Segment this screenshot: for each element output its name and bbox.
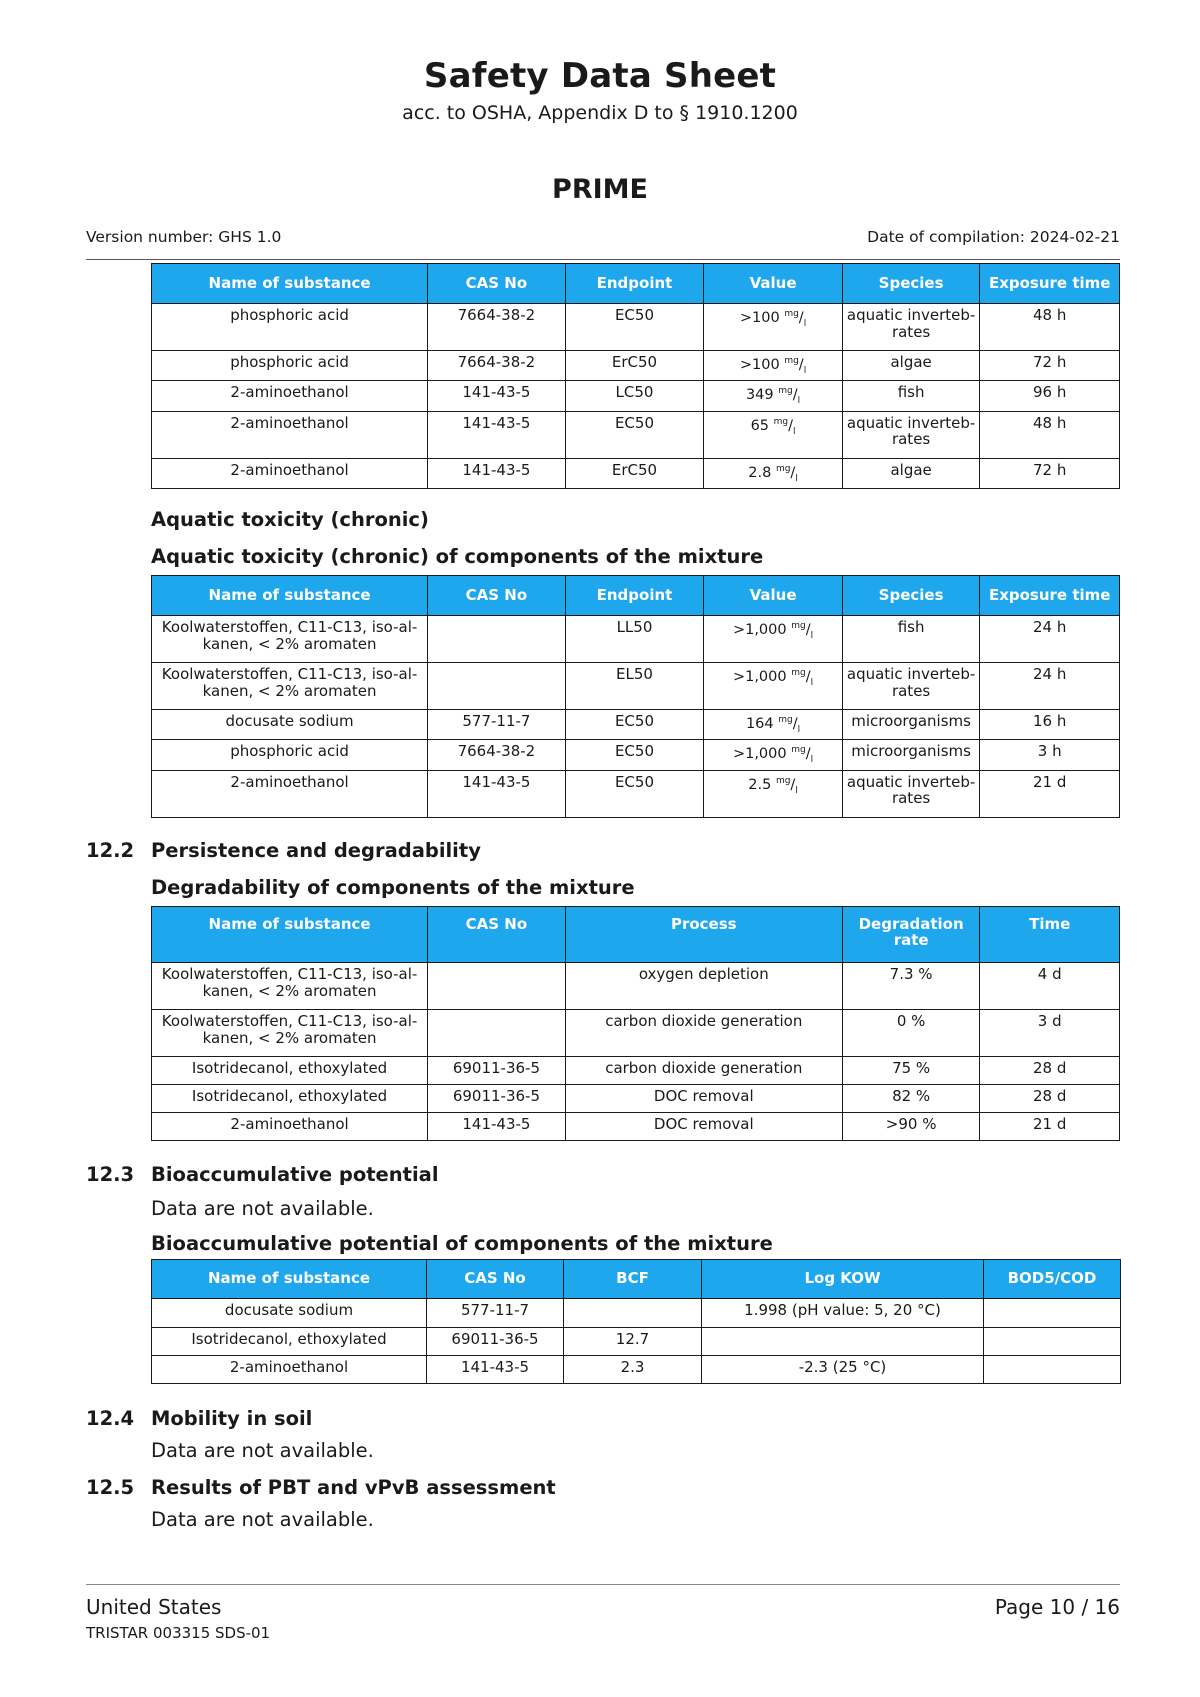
endpoint: EC50 (565, 740, 704, 770)
table-row (152, 616, 1120, 663)
species: aquatic inverteb- rates (842, 411, 980, 458)
version-number: Version number: GHS 1.0 (86, 228, 282, 246)
substance-name: Koolwaterstoffen, C11-C13, iso-al- kanen, < 2% aromaten (152, 616, 428, 663)
chronic-toxicity-table (151, 575, 1120, 818)
value: 2.8 (748, 464, 772, 481)
value-cell: 2.8 $^{mg}/_l$ (704, 458, 843, 488)
table-row (152, 710, 1120, 740)
process: carbon dioxide generation (565, 1057, 842, 1085)
column-header: CAS No (428, 907, 566, 963)
degradation-rate: 82 % (842, 1085, 980, 1113)
bcf: 2.3 (564, 1356, 702, 1384)
footer-country: United States (86, 1595, 222, 1619)
table-row (152, 1057, 1120, 1085)
time: 4 d (980, 963, 1120, 1010)
value-cell: >1,000 $^{mg}/_l$ (704, 740, 843, 770)
species: algae (842, 458, 980, 488)
bod5-cod (984, 1299, 1121, 1328)
cas-number (428, 616, 566, 663)
column-header: Value (704, 264, 843, 304)
exposure-time: 96 h (980, 381, 1120, 411)
value: >100 (739, 357, 780, 373)
cas-number: 577-11-7 (428, 710, 566, 740)
document-meta (86, 226, 1120, 260)
document-subtitle: acc. to OSHA, Appendix D to § 1910.1200 (402, 102, 798, 124)
substance-name: docusate sodium (152, 1299, 427, 1328)
time: 3 d (980, 1010, 1120, 1057)
log-kow (702, 1328, 984, 1356)
table-row (152, 411, 1120, 458)
column-header: BOD5/COD (984, 1260, 1121, 1299)
endpoint: EC50 (565, 710, 704, 740)
table-row (152, 963, 1120, 1010)
degradability-heading: Degradability of components of the mixture (151, 876, 635, 899)
bod5-cod (984, 1356, 1121, 1384)
endpoint: EC50 (565, 304, 704, 351)
bcf: 12.7 (564, 1328, 702, 1356)
log-kow: -2.3 (25 °C) (702, 1356, 984, 1384)
value: >100 (739, 310, 780, 326)
process: oxygen depletion (565, 963, 842, 1010)
substance-name: Koolwaterstoffen, C11-C13, iso-al- kanen, < 2% aromaten (152, 663, 428, 710)
mobility-heading: Mobility in soil (151, 1407, 313, 1430)
cas-number: 141-43-5 (428, 1113, 566, 1141)
table-row (152, 1356, 1121, 1384)
bioaccumulative-components-heading: Bioaccumulative potential of components of the mixture (151, 1232, 773, 1255)
cas-number: 69011-36-5 (428, 1057, 566, 1085)
value-cell: >100 $^{mg}/_l$ (704, 351, 843, 381)
value-cell: >1,000 $^{mg}/_l$ (704, 663, 843, 710)
time: 28 d (980, 1085, 1120, 1113)
value-cell: 65 $^{mg}/_l$ (704, 411, 843, 458)
bioaccumulative-heading: Bioaccumulative potential (151, 1163, 439, 1186)
cas-number (428, 963, 566, 1010)
endpoint: EC50 (565, 770, 704, 817)
bod5-cod (984, 1328, 1121, 1356)
table-row (152, 381, 1120, 411)
column-header: Endpoint (565, 576, 704, 616)
bcf (564, 1299, 702, 1328)
substance-name: Koolwaterstoffen, C11-C13, iso-al- kanen, < 2% aromaten (152, 1010, 428, 1057)
degradation-rate: 7.3 % (842, 963, 980, 1010)
table-header-row (152, 1260, 1121, 1299)
pbt-text: Data are not available. (151, 1508, 374, 1531)
cas-number: 7664-38-2 (428, 304, 566, 351)
substance-name: 2-aminoethanol (152, 458, 428, 488)
substance-name: Isotridecanol, ethoxylated (152, 1328, 427, 1356)
cas-number: 141-43-5 (428, 381, 566, 411)
table-row (152, 458, 1120, 488)
column-header: Exposure time (980, 576, 1120, 616)
column-header: Degradation rate (842, 907, 980, 963)
chronic-components-heading: Aquatic toxicity (chronic) of components of the mixture (151, 545, 764, 568)
substance-name: Koolwaterstoffen, C11-C13, iso-al- kanen, < 2% aromaten (152, 963, 428, 1010)
process: carbon dioxide generation (565, 1010, 842, 1057)
cas-number: 69011-36-5 (428, 1085, 566, 1113)
column-header: Process (565, 907, 842, 963)
substance-name: 2-aminoethanol (152, 770, 428, 817)
value-cell: >1,000 $^{mg}/_l$ (704, 616, 843, 663)
substance-name: Isotridecanol, ethoxylated (152, 1057, 428, 1085)
endpoint: EL50 (565, 663, 704, 710)
value-cell: 349 $^{mg}/_l$ (704, 381, 843, 411)
table-header-row (152, 907, 1120, 963)
substance-name: 2-aminoethanol (152, 411, 428, 458)
exposure-time: 21 d (980, 770, 1120, 817)
substance-name: phosphoric acid (152, 740, 428, 770)
cas-number: 7664-38-2 (428, 740, 566, 770)
bioaccumulative-table (151, 1259, 1121, 1384)
exposure-time: 72 h (980, 351, 1120, 381)
column-header: Name of substance (152, 1260, 427, 1299)
bioaccumulative-text: Data are not available. (151, 1197, 374, 1220)
table-header-row (152, 576, 1120, 616)
mobility-text: Data are not available. (151, 1439, 374, 1462)
exposure-time: 48 h (980, 411, 1120, 458)
value: >1,000 (732, 746, 787, 763)
table-row (152, 1010, 1120, 1057)
document-footer (86, 1584, 1120, 1642)
time: 21 d (980, 1113, 1120, 1141)
exposure-time: 24 h (980, 663, 1120, 710)
column-header: Log KOW (702, 1260, 984, 1299)
endpoint: LL50 (565, 616, 704, 663)
section-number: 12.4 (86, 1407, 135, 1430)
species: microorganisms (842, 710, 980, 740)
endpoint: ErC50 (565, 458, 704, 488)
degradation-rate: >90 % (842, 1113, 980, 1141)
value: 65 (750, 417, 770, 434)
species: fish (842, 381, 980, 411)
value: >1,000 (732, 669, 787, 685)
cas-number: 141-43-5 (428, 458, 566, 488)
document-title: Safety Data Sheet (423, 56, 777, 96)
value: 164 (745, 716, 774, 732)
table-row (152, 351, 1120, 381)
exposure-time: 3 h (980, 740, 1120, 770)
chronic-toxicity-heading: Aquatic toxicity (chronic) (151, 508, 429, 531)
table-row (152, 1299, 1121, 1328)
column-header: Exposure time (980, 264, 1120, 304)
cas-number: 141-43-5 (428, 411, 566, 458)
column-header: CAS No (427, 1260, 564, 1299)
value: 349 (745, 387, 774, 404)
cas-number: 141-43-5 (427, 1356, 564, 1384)
degradation-rate: 75 % (842, 1057, 980, 1085)
table-header-row (152, 264, 1120, 304)
species: aquatic inverteb- rates (842, 663, 980, 710)
compilation-date: Date of compilation: 2024-02-21 (867, 228, 1120, 246)
substance-name: docusate sodium (152, 710, 428, 740)
column-header: Name of substance (152, 576, 428, 616)
value-cell: >100 $^{mg}/_l$ (704, 304, 843, 351)
species: aquatic inverteb- rates (842, 770, 980, 817)
substance-name: phosphoric acid (152, 351, 428, 381)
log-kow: 1.998 (pH value: 5, 20 °C) (702, 1299, 984, 1328)
column-header: CAS No (428, 264, 566, 304)
substance-name: phosphoric acid (152, 304, 428, 351)
species: microorganisms (842, 740, 980, 770)
value: >1,000 (732, 622, 787, 638)
acute-toxicity-table (151, 263, 1120, 489)
page-number: Page 10 / 16 (994, 1595, 1120, 1619)
column-header: Value (704, 576, 843, 616)
table-row (152, 304, 1120, 351)
value-cell: 164 $^{mg}/_l$ (704, 710, 843, 740)
persistence-heading: Persistence and degradability (151, 839, 481, 862)
exposure-time: 24 h (980, 616, 1120, 663)
degradation-rate: 0 % (842, 1010, 980, 1057)
process: DOC removal (565, 1085, 842, 1113)
table-row (152, 1113, 1120, 1141)
column-header: Species (842, 576, 980, 616)
species: algae (842, 351, 980, 381)
product-name: PRIME (552, 174, 648, 205)
document-header (0, 56, 1200, 124)
substance-name: 2-aminoethanol (152, 381, 428, 411)
column-header: Endpoint (565, 264, 704, 304)
degradability-table (151, 906, 1120, 1141)
section-number: 12.2 (86, 839, 135, 862)
cas-number: 7664-38-2 (428, 351, 566, 381)
pbt-heading: Results of PBT and vPvB assessment (151, 1476, 556, 1499)
cas-number: 141-43-5 (428, 770, 566, 817)
cas-number: 69011-36-5 (427, 1328, 564, 1356)
exposure-time: 16 h (980, 710, 1120, 740)
column-header: CAS No (428, 576, 566, 616)
cas-number (428, 663, 566, 710)
table-row (152, 1328, 1121, 1356)
species: aquatic inverteb- rates (842, 304, 980, 351)
section-number: 12.5 (86, 1476, 135, 1499)
process: DOC removal (565, 1113, 842, 1141)
column-header: Time (980, 907, 1120, 963)
table-row (152, 770, 1120, 817)
table-row (152, 740, 1120, 770)
endpoint: ErC50 (565, 351, 704, 381)
section-number: 12.3 (86, 1163, 135, 1186)
value-cell: 2.5 $^{mg}/_l$ (704, 770, 843, 817)
column-header: Name of substance (152, 264, 428, 304)
endpoint: EC50 (565, 411, 704, 458)
endpoint: LC50 (565, 381, 704, 411)
exposure-time: 48 h (980, 304, 1120, 351)
table-row (152, 663, 1120, 710)
column-header: Species (842, 264, 980, 304)
column-header: BCF (564, 1260, 702, 1299)
table-row (152, 1085, 1120, 1113)
value: 2.5 (748, 776, 772, 793)
exposure-time: 72 h (980, 458, 1120, 488)
time: 28 d (980, 1057, 1120, 1085)
column-header: Name of substance (152, 907, 428, 963)
substance-name: 2-aminoethanol (152, 1113, 428, 1141)
species: fish (842, 616, 980, 663)
substance-name: 2-aminoethanol (152, 1356, 427, 1384)
cas-number (428, 1010, 566, 1057)
document-code: TRISTAR 003315 SDS-01 (86, 1624, 271, 1642)
cas-number: 577-11-7 (427, 1299, 564, 1328)
substance-name: Isotridecanol, ethoxylated (152, 1085, 428, 1113)
